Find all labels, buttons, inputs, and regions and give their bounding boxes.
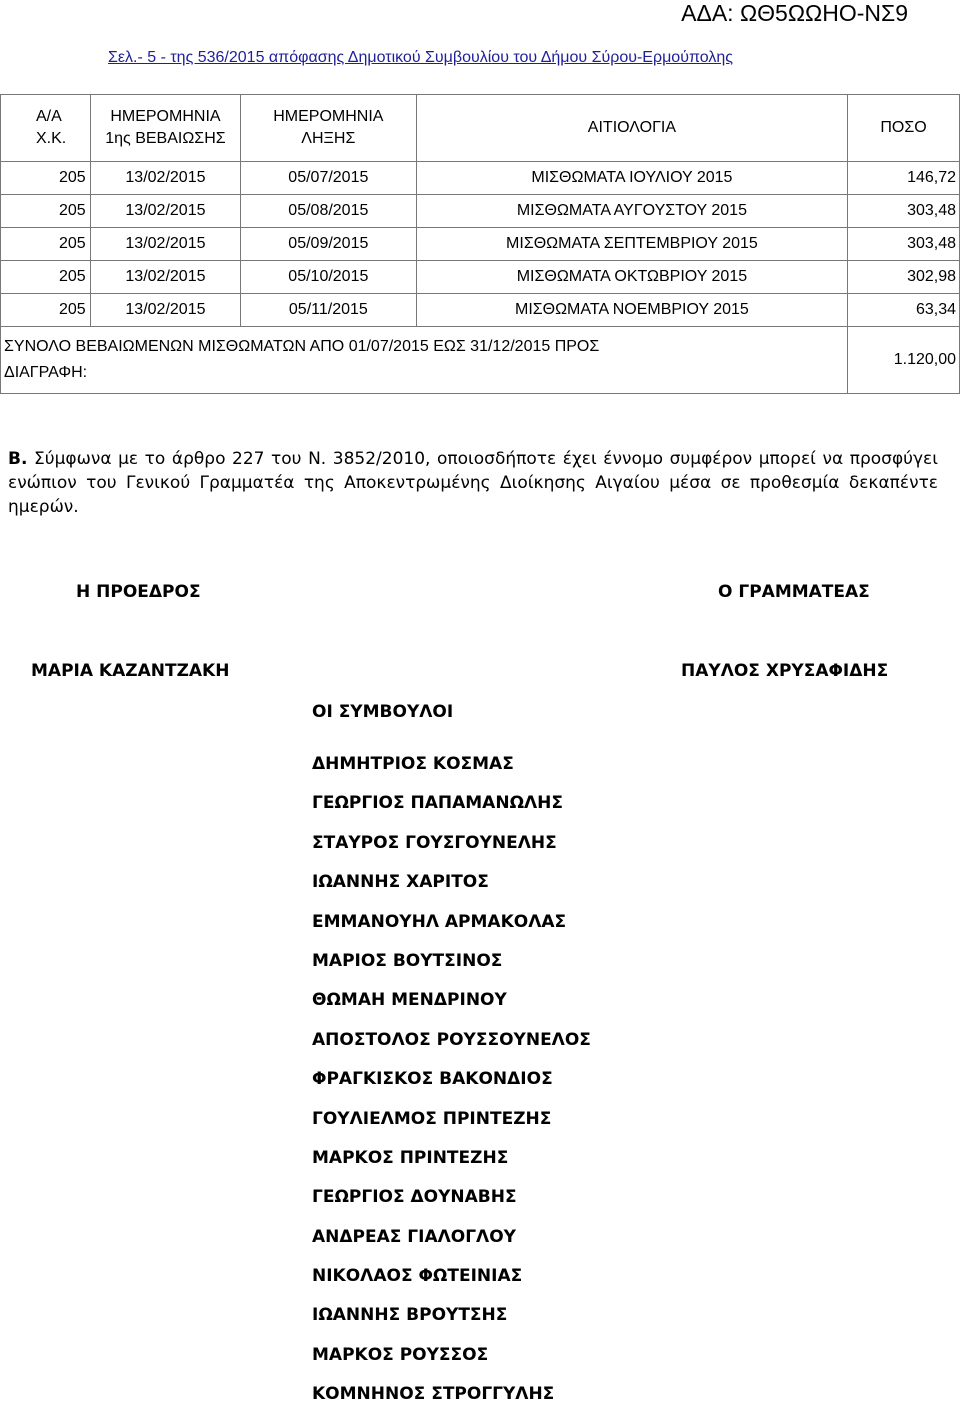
table-row bbox=[1, 195, 960, 228]
councillor-name: ΚΟΜΝΗΝΟΣ ΣΤΡΟΓΓΥΛΗΣ bbox=[312, 1384, 555, 1405]
cell-date-expiry: 05/07/2015 bbox=[240, 162, 416, 195]
cell-date-first: 13/02/2015 bbox=[90, 294, 240, 327]
cell-date-first: 13/02/2015 bbox=[90, 195, 240, 228]
secretary-title: Ο ΓΡΑΜΜΑΤΕΑΣ bbox=[718, 582, 870, 602]
cell-date-first: 13/02/2015 bbox=[90, 228, 240, 261]
cell-date-expiry: 05/08/2015 bbox=[240, 195, 416, 228]
councillor-name: ΔΗΜΗΤΡΙΟΣ ΚΟΣΜΑΣ bbox=[312, 754, 514, 774]
councillor-name: ΜΑΡΙΟΣ ΒΟΥΤΣΙΝΟΣ bbox=[312, 950, 503, 971]
cell-amount: 303,48 bbox=[848, 195, 960, 228]
total-label: ΣΥΝΟΛΟ ΒΕΒΑΙΩΜΕΝΩΝ ΜΙΣΘΩΜΑΤΩΝ ΑΠΟ 01/07/2015 ΕΩΣ 31/12/2015 ΠΡΟΣ ΔΙΑΓΡΑΦΗ: bbox=[1, 327, 848, 394]
legal-paragraph bbox=[8, 447, 938, 519]
cell-amount: 63,34 bbox=[848, 294, 960, 327]
councillor-name: ΓΕΩΡΓΙΟΣ ΔΟΥΝΑΒΗΣ bbox=[312, 1187, 517, 1208]
councillor-name: ΓΟΥΛΙΕΛΜΟΣ ΠΡΙΝΤΕΖΗΣ bbox=[312, 1108, 552, 1129]
header-date-expiry: ΗΜΕΡΟΜΗΝΙΑ ΛΗΞΗΣ bbox=[240, 95, 416, 162]
table-row bbox=[1, 294, 960, 327]
councillors-list bbox=[312, 752, 591, 1422]
councillors-title: ΟΙ ΣΥΜΒΟΥΛΟΙ bbox=[312, 702, 454, 722]
councillor-name: ΜΑΡΚΟΣ ΠΡΙΝΤΕΖΗΣ bbox=[312, 1147, 509, 1168]
cell-amount: 303,48 bbox=[848, 228, 960, 261]
councillor-name: ΝΙΚΟΛΑΟΣ ΦΩΤΕΙΝΙΑΣ bbox=[312, 1266, 523, 1287]
cell-reason: ΜΙΣΘΩΜΑΤΑ ΟΚΤΩΒΡΙΟΥ 2015 bbox=[416, 261, 847, 294]
cell-date-expiry: 05/11/2015 bbox=[240, 294, 416, 327]
cell-reason: ΜΙΣΘΩΜΑΤΑ ΙΟΥΛΙΟΥ 2015 bbox=[416, 162, 847, 195]
councillor-name: ΣΤΑΥΡΟΣ ΓΟΥΣΓΟΥΝΕΛΗΣ bbox=[312, 832, 557, 853]
total-amount: 1.120,00 bbox=[848, 327, 960, 394]
councillor-name: ΘΩΜΑΗ ΜΕΝΔΡΙΝΟΥ bbox=[312, 990, 507, 1011]
councillor-name: ΦΡΑΓΚΙΣΚΟΣ ΒΑΚΟΝΔΙΟΣ bbox=[312, 1069, 553, 1090]
header-amount: ΠΟΣΟ bbox=[848, 95, 960, 162]
cell-date-expiry: 05/09/2015 bbox=[240, 228, 416, 261]
ledger-table bbox=[0, 94, 960, 394]
president-name: ΜΑΡΙΑ ΚΑΖΑΝΤΖΑΚΗ bbox=[31, 661, 230, 681]
cell-date-first: 13/02/2015 bbox=[90, 261, 240, 294]
table-row bbox=[1, 228, 960, 261]
councillor-name: ΑΠΟΣΤΟΛΟΣ ΡΟΥΣΣΟΥΝΕΛΟΣ bbox=[312, 1029, 591, 1050]
header-date-first: ΗΜΕΡΟΜΗΝΙΑ 1ης ΒΕΒΑΙΩΣΗΣ bbox=[90, 95, 240, 162]
header-aa: Α/Α Χ.Κ. bbox=[1, 95, 91, 162]
cell-aa: 205 bbox=[1, 162, 91, 195]
table-row bbox=[1, 261, 960, 294]
cell-date-first: 13/02/2015 bbox=[90, 162, 240, 195]
paragraph-label: Β. bbox=[8, 449, 28, 469]
cell-amount: 146,72 bbox=[848, 162, 960, 195]
paragraph-text: Σύμφωνα με το άρθρο 227 του Ν. 3852/2010, οποιοσδήποτε έχει έννομο συμφέρον μπορεί να προσφύγει ενώπιον του Γενικού Γραμματέα της Αποκεντρωμένης Διοίκησης Αιγαίου μέσα σε προθεσμία δεκαπέντε ημερών. bbox=[8, 449, 938, 517]
table-header-row bbox=[1, 95, 960, 162]
cell-date-expiry: 05/10/2015 bbox=[240, 261, 416, 294]
table-row bbox=[1, 162, 960, 195]
councillor-name: ΙΩΑΝΝΗΣ ΒΡΟΥΤΣΗΣ bbox=[312, 1305, 508, 1326]
councillor-name: ΜΑΡΚΟΣ ΡΟΥΣΣΟΣ bbox=[312, 1344, 489, 1365]
cell-aa: 205 bbox=[1, 261, 91, 294]
secretary-name: ΠΑΥΛΟΣ ΧΡΥΣΑΦΙΔΗΣ bbox=[681, 661, 889, 681]
header-reason: ΑΙΤΙΟΛΟΓΙΑ bbox=[416, 95, 847, 162]
table-body bbox=[1, 162, 960, 327]
ada-code: ΑΔΑ: ΩΘ5ΩΩΗΟ-ΝΣ9 bbox=[681, 0, 908, 26]
table-total-row bbox=[1, 327, 960, 394]
cell-aa: 205 bbox=[1, 294, 91, 327]
councillor-name: ΕΜΜΑΝΟΥΗΛ ΑΡΜΑΚΟΛΑΣ bbox=[312, 911, 567, 932]
cell-aa: 205 bbox=[1, 195, 91, 228]
president-title: Η ΠΡΟΕΔΡΟΣ bbox=[76, 582, 201, 602]
cell-aa: 205 bbox=[1, 228, 91, 261]
cell-reason: ΜΙΣΘΩΜΑΤΑ ΑΥΓΟΥΣΤΟΥ 2015 bbox=[416, 195, 847, 228]
cell-reason: ΜΙΣΘΩΜΑΤΑ ΝΟΕΜΒΡΙΟΥ 2015 bbox=[416, 294, 847, 327]
councillor-name: ΙΩΑΝΝΗΣ ΧΑΡΙΤΟΣ bbox=[312, 872, 489, 893]
councillor-name: ΑΝΔΡΕΑΣ ΓΙΑΛΟΓΛΟΥ bbox=[312, 1226, 516, 1247]
councillor-name: ΓΕΩΡΓΙΟΣ ΠΑΠΑΜΑΝΩΛΗΣ bbox=[312, 793, 564, 814]
cell-reason: ΜΙΣΘΩΜΑΤΑ ΣΕΠΤΕΜΒΡΙΟΥ 2015 bbox=[416, 228, 847, 261]
cell-amount: 302,98 bbox=[848, 261, 960, 294]
page-subtitle: Σελ.- 5 - της 536/2015 απόφασης Δημοτικού Συμβουλίου του Δήμου Σύρου-Ερμούπολης bbox=[108, 49, 733, 66]
